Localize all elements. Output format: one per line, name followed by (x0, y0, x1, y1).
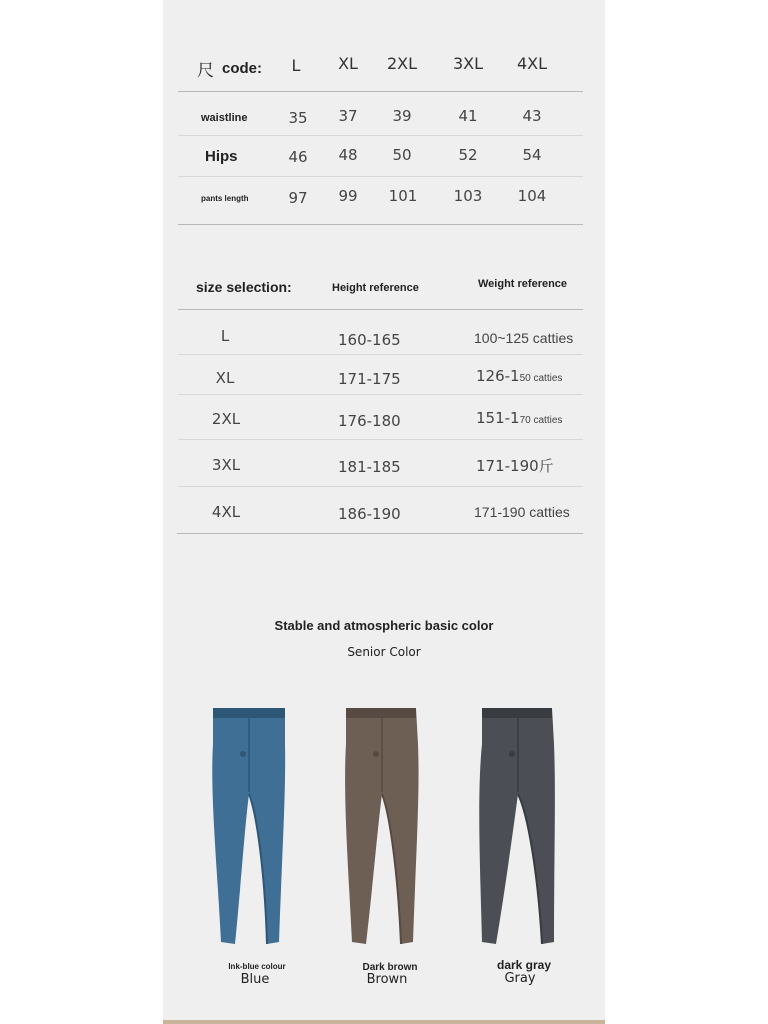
weight-main: 126-1 (476, 367, 520, 385)
waistline-2XL: 39 (392, 107, 412, 125)
height-3XL: 181-185 (338, 458, 401, 476)
weight-main: 171-190 catties (474, 504, 570, 520)
length-2XL: 101 (388, 187, 418, 205)
length-L: 97 (288, 189, 308, 207)
weight-2XL (476, 409, 562, 427)
size-header-4XL: 4XL (516, 54, 548, 73)
weight-4XL (474, 504, 570, 520)
weight-reference-header: Weight reference (478, 278, 568, 290)
size-header-2XL: 2XL (386, 54, 418, 73)
color-label-brown-small: Dark brown (362, 962, 418, 973)
size-header-3XL: 3XL (452, 54, 484, 73)
divider (177, 533, 583, 534)
divider (178, 309, 583, 310)
selection-title: size selection: (196, 279, 292, 295)
hips-2XL: 50 (392, 146, 412, 164)
divider (178, 224, 583, 225)
color-section-title: Stable and atmospheric basic color (274, 618, 494, 633)
height-L: 160-165 (338, 331, 401, 349)
row-label-waistline: waistline (201, 112, 248, 124)
color-label-gray-small: dark gray (496, 958, 552, 972)
gray-pants-image (472, 704, 562, 949)
waistline-4XL: 43 (522, 107, 542, 125)
divider (178, 486, 583, 487)
length-4XL: 104 (517, 187, 547, 205)
divider (178, 439, 583, 440)
weight-main: 100~125 catties (474, 330, 574, 346)
color-label-blue: Blue (240, 972, 270, 987)
waistline-XL: 37 (338, 107, 358, 125)
color-section-subtitle: Senior Color (347, 645, 421, 659)
code-label: code: (222, 60, 263, 77)
height-4XL: 186-190 (338, 505, 401, 523)
hips-3XL: 52 (458, 146, 478, 164)
divider (178, 91, 583, 92)
selection-size-L: L (220, 327, 230, 345)
color-label-brown: Brown (366, 972, 408, 987)
weight-unit: 50 catties (519, 373, 563, 384)
code-glyph: 尺 (197, 61, 214, 81)
hips-XL: 48 (338, 146, 358, 164)
hips-4XL: 54 (522, 146, 542, 164)
length-3XL: 103 (453, 187, 483, 205)
waistline-3XL: 41 (458, 107, 478, 125)
selection-size-2XL: 2XL (211, 410, 241, 428)
size-header-L: L (291, 56, 301, 75)
height-XL: 171-175 (338, 370, 401, 388)
height-2XL: 176-180 (338, 412, 401, 430)
selection-size-3XL: 3XL (211, 456, 241, 474)
divider (178, 176, 583, 177)
color-label-gray: Gray (504, 971, 536, 986)
size-header-XL: XL (338, 54, 358, 73)
divider (178, 135, 583, 136)
waistline-L: 35 (288, 109, 308, 127)
weight-unit: 70 catties (519, 415, 563, 426)
length-XL: 99 (338, 187, 358, 205)
weight-3XL (476, 455, 554, 476)
blue-pants-image (205, 704, 295, 949)
bottom-border (163, 1020, 605, 1024)
row-label-pants-length: pants length (201, 194, 249, 203)
selection-size-4XL: 4XL (211, 503, 241, 521)
weight-XL (476, 367, 562, 385)
color-label-blue-small: Ink-blue colour (228, 962, 286, 971)
row-label-hips: Hips (205, 148, 238, 165)
selection-size-XL: XL (215, 369, 235, 387)
weight-main: 171-190斤 (476, 457, 554, 475)
weight-L (474, 330, 573, 346)
brown-pants-image (338, 704, 428, 949)
height-reference-header: Height reference (332, 282, 419, 294)
divider (178, 394, 583, 395)
divider (178, 354, 583, 355)
hips-L: 46 (288, 148, 308, 166)
weight-main: 151-1 (476, 409, 520, 427)
